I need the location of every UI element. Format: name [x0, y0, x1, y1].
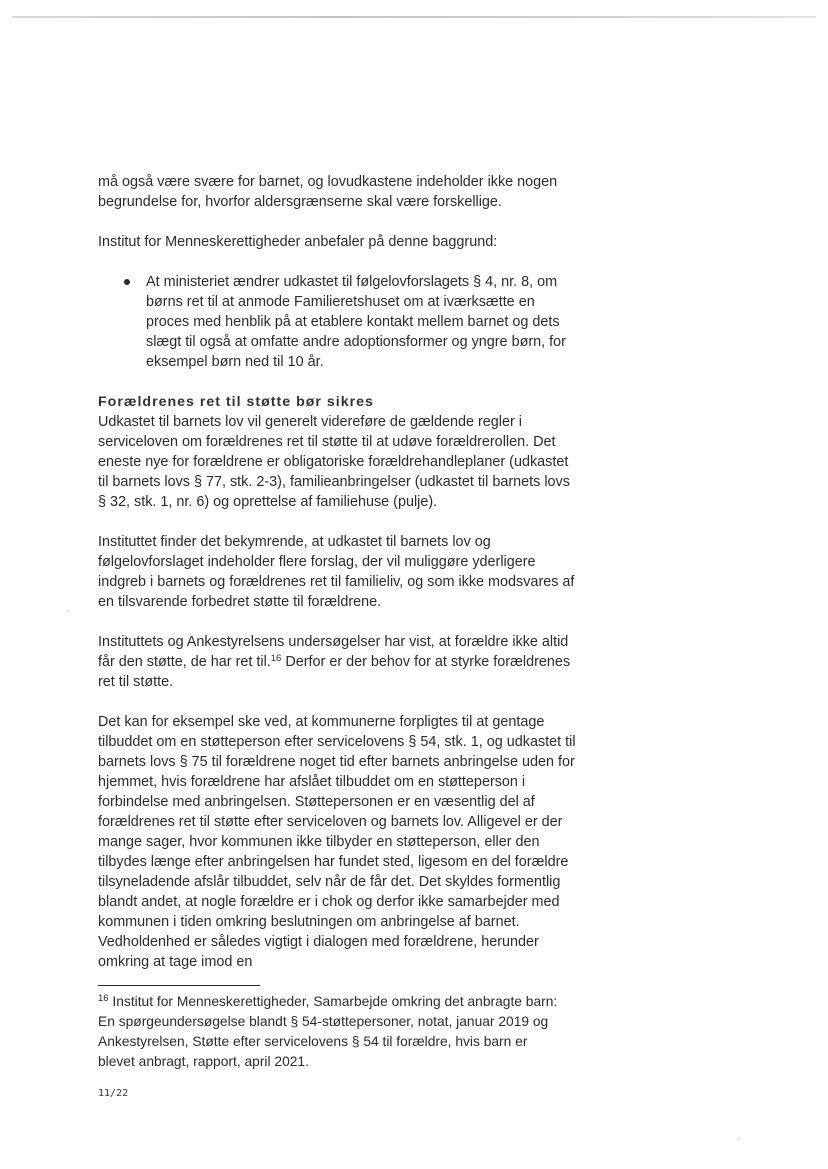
paragraph-recommendation-intro: Institut for Menneskerettigheder anbefaler på denne baggrund: — [98, 234, 498, 250]
footnote-reference[interactable]: 16 — [270, 653, 282, 664]
paragraph-section-intro: Udkastet til barnets lov vil generelt videreføre de gældende regler i serviceloven om forældrenes ret til støtte til at udøve forældrerollen. Det eneste nye for forældrene er obligatoriske forældrehandleplaner (udkastet til barnets lovs § 77, stk. 2-3), familieanbringelser (udkastet til barnets lovs § 32, stk. 1, nr. 6) og oprettelse af familiehuse (pulje). — [98, 414, 570, 510]
bullet-icon — [124, 279, 130, 285]
recommendation-item — [98, 272, 578, 372]
recommendation-text: At ministeriet ændrer udkastet til følgelovforslagets § 4, nr. 8, om børns ret til at anmode Familieretshuset om at iværksætte en proces med henblik på at etablere kontakt mellem barnet og dets slægt til også at omfatte andre adoptionsformer og yngre børn, for eksempel børn ned til 10 år. — [146, 274, 566, 370]
document-body — [98, 172, 578, 992]
scan-speck — [738, 1138, 740, 1140]
paragraph-studies — [98, 632, 578, 692]
recommendation-list — [98, 272, 578, 372]
scan-edge-line — [12, 16, 816, 18]
paragraph-example: Det kan for eksempel ske ved, at kommunerne forpligtes til at gentage tilbuddet om en støtteperson efter servicelovens § 54, stk. 1, og udkastet til barnets lovs § 75 til forældrene noget tid efter barnets anbringelse uden for hjemmet, hvis forældrene har afslået tilbuddet om en støtteperson i forbindelse med anbringelsen. Støttepersonen er en væsentlig del af forældrenes ret til støtte efter serviceloven og barnets lov. Alligevel er der mange sager, hvor kommunen ikke tilbyder en støtteperson, eller den tilbydes længe efter anbringelsen har fundet sted, ligesom en del forældre tilsyneladende afslår tilbuddet, selv når de får det. Det skyldes formentlig blandt andet, at nogle forældre er i chok og derfor ikke samarbejder med kommunen i tiden omkring beslutningen om anbringelse af barnet. Vedholdenhed er således vigtigt i dialogen med forældrene, herunder omkring at tage imod en — [98, 714, 576, 970]
paragraph-concern: Instituttet finder det bekymrende, at udkastet til barnets lov og følgelovforslaget indeholder flere forslag, der vil muliggøre yderligere indgreb i barnets og forældrenes ret til familieliv, og som ikke modsvares af en tilsvarende forbedret støtte til forældrene. — [98, 534, 575, 610]
footnote-separator — [98, 985, 260, 986]
paragraph-studies-text: Instituttets og Ankestyrelsens undersøgelser har vist, at forældre ikke altid får den støtte, de har ret til. — [98, 634, 569, 670]
footnote — [98, 992, 568, 1072]
section-heading: Forældrenes ret til støtte bør sikres — [98, 394, 374, 410]
scan-speck — [67, 610, 69, 612]
page-number: 11/22 — [98, 1088, 129, 1099]
footnote-text: Institut for Menneskerettigheder, Samarbejde omkring det anbragte barn: En spørgeundersøgelse blandt § 54-støttepersoner, notat, januar 2019 og Ankestyrelsen, Støtte efter servicelovens § 54 til forældre, hvis barn er blevet anbragt, rapport, april 2021. — [98, 994, 558, 1069]
paragraph-studies-text-continued: Derfor er der behov for at styrke forældrenes ret til støtte. — [98, 654, 571, 690]
footnote-number: 16 — [98, 993, 109, 1004]
paragraph-age-limits: må også være svære for barnet, og lovudkastene indeholder ikke nogen begrundelse for, hvorfor aldersgrænserne skal være forskellige. — [98, 174, 558, 210]
